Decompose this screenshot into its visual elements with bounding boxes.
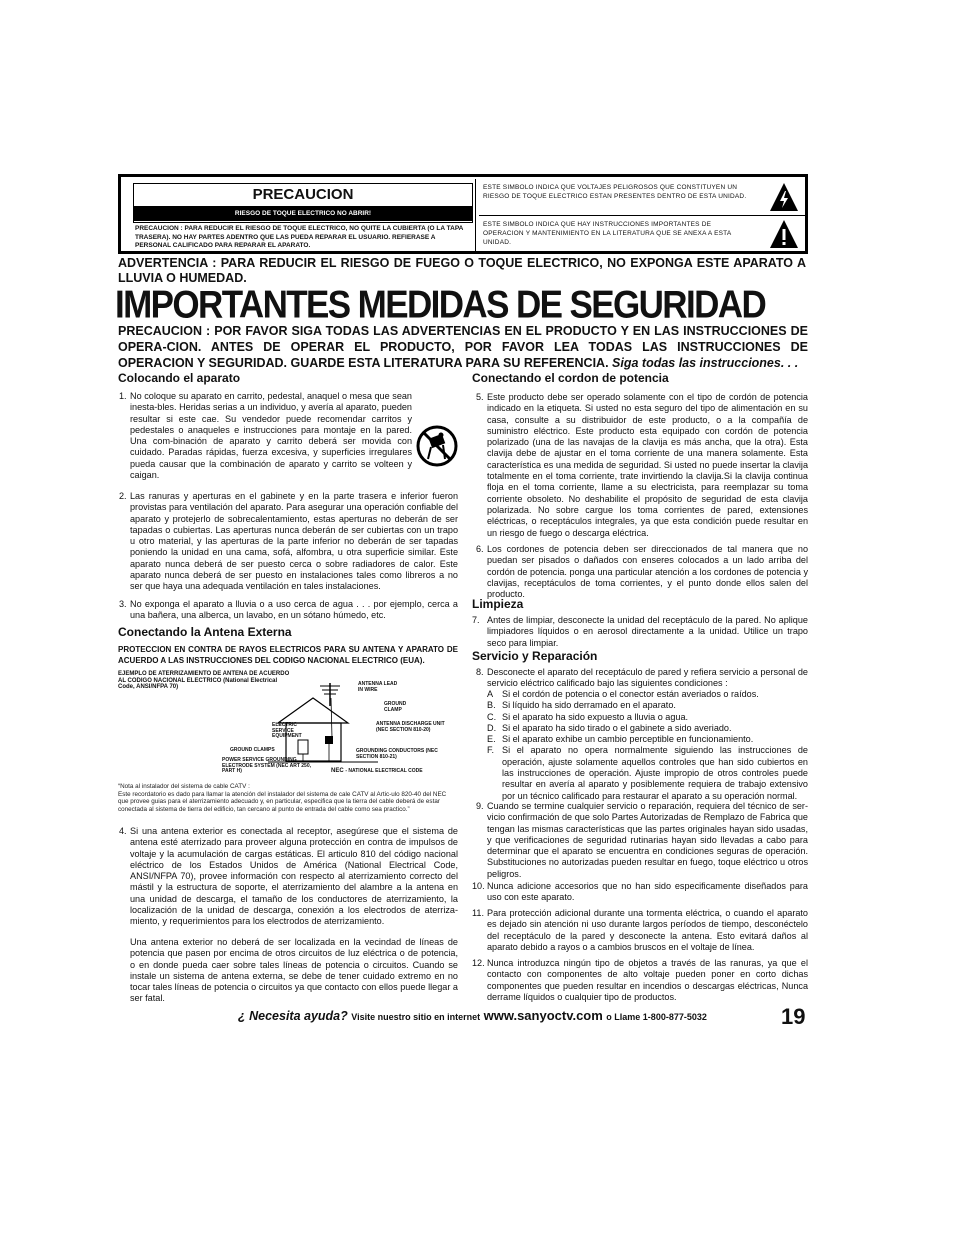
warning-text: ADVERTENCIA : PARA REDUCIR EL RIESGO DE FUEGO O TOQUE ELECTRICO, NO EXPONGA ESTE APARATO A LLUVIA O HUMEDAD. [118, 256, 806, 285]
list-item: A Si el cordón de potencia o el conector están averiados o raídos. [487, 689, 759, 699]
item-number: 4. [119, 826, 127, 836]
item-5-text: Este producto debe ser operado solamente con el tipo de cordón de potencia indicado en la etiqueta. Si usted no esta seguro del tipo de alimentación en su casa, consulte a su distribuidor de este producto, o a la compañía de suministro eléctrico. Este producto esta equipado con cordón de potencia polarizado (una de las navajas de la clavija es más ancha, que la otra). Esta clavija debe de ajustar en el toma corriente de una manera solamente. Esta característica es una medida de seguridad. Si usted no puede insertar la clavija totalmente en el toma corriente, trate invirtiendo la clavija.Si la clavija continua floja en el toma corriente, llame a su electricista, para reemplazar su toma corriente obsoleto. No deshabilite el propósito de seguridad de esta clavija polarizada. No sobre cargue los toma corrientes de pared, extensiones eléctricas, o receptáculos integrales, ya que esta condición puede resultar en un riesgo de fuego o descarga eléctrica. [487, 392, 808, 538]
nec-full: - NATIONAL ELECTRICAL CODE [345, 768, 423, 774]
item-4-text: Si una antena exterior es conectada al receptor, asegúrese que el sistema de antena esté aterrizado para proveer alguna protección en contra de impulsos de voltaje y la acumulación de cargas estáticas. El articulo 810 del código nacional eléctrico de los Estados Unidos de América (National Electrical Code, ANSI/NFPA 70), provee información con respecto al aterrizamiento correcto del mástil y la estructura de soporte, el aterrizamiento del alambre a la antena en una unidad de descarga, el tamaño de los conductores de aterrizamiento, la localización de la unidad de descarga, conexión a los electrodos de aterriza-miento, y requerimientos para los electrodos de aterrizamiento. [130, 826, 458, 927]
heading-limpieza: Limpieza [472, 597, 524, 611]
item-10-text: Nunca adicione accesorios que no han sido especificamente diseñados para uso con este aparato. [487, 881, 808, 903]
footer-help [238, 1008, 707, 1023]
caution-subtitle: RIESGO DE TOQUE ELECTRICO NO ABRIR! [134, 206, 472, 221]
item-number: 12. [472, 958, 485, 968]
intro-bold: PRECAUCION : POR FAVOR SIGA TODAS LAS ADVERTENCIAS EN EL PRODUCTO Y EN LAS INSTRUCCIONES DE OPERA-CION. ANTES DE OPERAR EL PRODUCTO, POR FAVOR LEA TODAS LAS INSTRUCCIONES DE OPERACION Y SEGURIDAD. GUARDE ESTA LITERATURA PARA SU REFERENCIA. [118, 324, 808, 370]
item-number: 7. [472, 615, 480, 625]
label-ground-clamp: GROUND CLAMP [384, 701, 407, 713]
item-number: 9. [476, 801, 484, 811]
item-9-text: Cuando se termine cualquier servicio o reparación, requiera del técnico de ser-vicio confirmación de que solo Partes Autorizadas de Remplazo de Fabrica que tengan las mismas características que las partes originales hayan sido usadas, y que verificaciones de seguridad rutinarias hayan sido llevadas a cabo para determinar que el aparato se encuentra en condiciones seguras de operación. Substituciones no autorizadas pueden resultar en fuego, toque eléctrico u otros peligros. [487, 801, 808, 879]
catv-note-title: “Nota al instalador del sistema de cable CATV : [118, 783, 250, 790]
exclamation-triangle-icon [769, 219, 799, 249]
heading-antena: Conectando la Antena Externa [118, 625, 292, 639]
list-item: E. Si el aparato exhibe un cambio perceptible en funcionamiento. [487, 734, 754, 745]
nec-abbr: NEC [331, 768, 344, 774]
item-number: 6. [476, 544, 484, 554]
page-title: IMPORTANTES MEDIDAS DE SEGURIDAD [115, 283, 766, 327]
item-number: 3. [119, 599, 127, 609]
heading-cordon: Conectando el cordon de potencia [472, 371, 669, 385]
lightning-triangle-icon [769, 182, 799, 212]
help-question: ¿ Necesita ayuda? [238, 1009, 348, 1023]
caution-body: PRECAUCION : PARA REDUCIR EL RIESGO DE TOQUE ELECTRICO, NO QUITE LA CUBIERTA (O LA TAPA TRASERA). NO HAY PARTES ADENTRO QUE LAS PUEDA REPARAR EL USUARIO. REFIERASE A PERSONAL CALIFICADO PARA REPARAR EL APARATO. [135, 225, 464, 249]
item-4b-text: Una antena exterior no deberá de ser localizada en la vecindad de líneas de potencia que pasen por encima de otros circuitos de luz eléctrica o de potencia, o en donde pueda caer sobre tales líneas de potencia o circuitos. Cuando se instale un sistema de antena externa, se debe de tener cuidado extremo en no tocar tales líneas de potencia o circuitos ya que contacto con ellos puede llegar a ser fatal. [130, 937, 458, 1004]
left-column-bottom [118, 826, 460, 1006]
item-1-body: No coloque su aparato en carrito, pedestal, anaquel o mesa que sean inesta-bles. Heridas serias a un individuo, y avería al aparato, pueden resultar si este cae. Su vendedor puede recomendar carritos y pedestales o anaqueles e instrucciones para montaje en la pared. Una com-binación de aparato y carrito deberá ser movida con cuidado. Paradas rápidas, fuerza excesiva, y superficies irregulares pueda causar que la combinación de aparato y carrito se volteen y caigan. [130, 391, 412, 481]
item-1-text [130, 391, 458, 481]
item-number: 11. [472, 908, 484, 918]
no-cart-tipping-icon [416, 423, 458, 473]
right-column [472, 373, 808, 1003]
item-number: 10. [472, 881, 485, 891]
page-number: 19 [781, 1004, 806, 1029]
label-ground-clamps: GROUND CLAMPS [230, 747, 275, 753]
label-power-service: POWER SERVICE GROUNDING ELECTRODE SYSTEM (NEC ART 250, PART H) [222, 757, 311, 774]
list-item: B. Si líquido ha sido derramado en el aparato. [487, 700, 676, 711]
label-discharge-unit: ANTENNA DISCHARGE UNIT (NEC SECTION 810-20) [376, 721, 445, 733]
heading-colocando: Colocando el aparato [118, 371, 241, 385]
antena-protection-text: PROTECCION EN CONTRA DE RAYOS ELECTRICOS PARA SU ANTENA Y APARATO DE ACUERDO A LAS INSTRUCCIONES DEL CODIGO NACIONAL ELECTRICO (EUA). [118, 645, 458, 665]
phone-text: o Llame 1-800-877-5032 [606, 1012, 707, 1022]
list-item: D. Si el aparato ha sido tirado o el gabinete a sido averiado. [487, 722, 732, 733]
catv-note [118, 783, 454, 813]
item-number: 1. [119, 391, 127, 401]
item-7-text: Antes de limpiar, desconecte la unidad del receptáculo de la pared. No aplique limpiadores líquidos o en aerosol directamente a la unidad. Utilice un trapo seco para limpiar. [487, 615, 808, 648]
caution-title: PRECAUCION [252, 186, 354, 203]
symbol-voltage-text: ESTE SIMBOLO INDICA QUE VOLTAJES PELIGROSOS QUE CONSTITUYEN UN RIESGO DE TOQUE ELECTRICO ESTAN PRESENTES DENTRO DE ESTA UNIDAD. [483, 184, 747, 200]
antenna-grounding-diagram [118, 668, 460, 780]
catv-note-body: Este recordatorio es dado para llamar la atención del instalador del sistema de cale CATV al Artic-ulo 820-40 del NEC que provee guias para el aterrizamiento adecuado y, en particular, especifica que la tierra del cable deberá de estar conectada al sistema de tierra del edificio, tan cercano al punto de entrada del cable como sea practico.” [118, 790, 447, 813]
list-item: F. Si el aparato no opera normalmente siguiendo las instrucciones de operación, ajuste solamente aquellos controles que han sido cubiertos en las instrucciones de operación. Ajuste impropio de otros controles puede resultar en avería al aparato y posiblemente requiera de trabajo extensivo por un técnico calificado para restaurar el aparato a su operación normal. [487, 745, 808, 801]
heading-servicio: Servicio y Reparación [472, 649, 598, 663]
symbol-row-instructions [479, 216, 807, 252]
caution-left-panel [123, 179, 476, 252]
item-11-text: Para protección adicional durante una tormenta eléctrica, o cuando el aparato es dejado sin atención ni uso durante largos períodos de tiempo, desconéctelo del receptáculo de la pared y desconecte la antena. Esto evitará daños al aparato debido a rayos o a cambios bruscos en el voltaje de línea. [487, 908, 808, 952]
service-conditions-list [487, 689, 808, 801]
visit-text: Visite nuestro sitio en internet [351, 1012, 481, 1022]
item-8-text: Desconecte el aparato del receptáculo de pared y refiera servicio a personal de servicio eléctrico calificado bajo las siguientes condiciones : [487, 667, 808, 689]
item-number: 2. [119, 491, 127, 501]
item-6-text: Los cordones de potencia deben ser direccionados de tal manera que no puedan ser pisados o dañados con enseres colocados a un lado arriba del cordón de potencia. ponga una particular atención a los cordones de potencia y clavijas, receptáculos de toma corrientes, y el punto donde ellos salen del producto. [487, 544, 808, 600]
caution-title-box [133, 183, 473, 223]
item-number: 8. [476, 667, 484, 677]
item-2-text: Las ranuras y aperturas en el gabinete y en la parte trasera e inferior fueron provistas para ventilación del aparato. Para asegurar una operación confiable del aparato y protejerlo de sobrecalentamiento, estas aperturas no deberán de ser tapadas o cubiertas. Las aperturas nunca deberán de ser cubiertas con un trapo u otro material, y las aperturas de la parte inferior no deberán de ser tapadas poniendo la unidad en una cama, sofá, alfombra, u otra superficie similar. Este aparato nunca deberá de ser puesto cerca o sobre radiadores de calor. Este aparato nunca deberá de ser puesto en instalaciones tales como libreros a no ser que haya una adequada ventilación en tales instalaciones. [130, 491, 458, 592]
item-12-text: Nunca introduzca ningún tipo de objetos a través de las ranuras, ya que el contacto con componentes de alto voltaje pueden poner en corto dichas componentes que pueden resultar en incendios o descargas eléctricas, Nunca derrame líquidos o cualquier tipo de productos. [487, 958, 808, 1002]
label-service-equipment: ELECTRIC SERVICE EQUIPMENT [272, 722, 302, 739]
label-lead-in: ANTENNA LEAD IN WIRE [358, 681, 398, 693]
label-nec [331, 769, 461, 775]
caution-box [118, 174, 808, 254]
label-grounding-conductors: GROUNDING CONDUCTORS (NEC SECTION 810-21) [356, 748, 438, 760]
symbol-instructions-text: ESTE SIMBOLO INDICA QUE HAY INSTRUCCIONES IMPORTANTES DE OPERACION Y MANTENIMIENTO EN LA LITERATURA QUE SE ANEXA A ESTA UNIDAD. [483, 221, 732, 246]
item-3-text: No exponga el aparato a lluvia o a uso cerca de agua . . . por ejemplo, cerca a una bañera, una alberca, un lavabo, en un sótano húmedo, etc. [130, 599, 458, 621]
diagram-title: EJEMPLO DE ATERRIZAMIENTO DE ANTENA DE ACUERDO AL CODIGO NACIONAL ELECTRICO (National Electrical Code, ANSI/NFPA 70) [118, 671, 290, 690]
intro-text [118, 323, 808, 371]
website-link[interactable]: www.sanyoctv.com [483, 1008, 603, 1023]
symbol-row-voltage [479, 179, 807, 216]
intro-italic: Siga todas las instrucciones. . . [612, 356, 799, 370]
list-item: C. Si el aparato ha sido expuesto a lluvia o agua. [487, 711, 689, 722]
item-number: 5. [476, 392, 484, 402]
